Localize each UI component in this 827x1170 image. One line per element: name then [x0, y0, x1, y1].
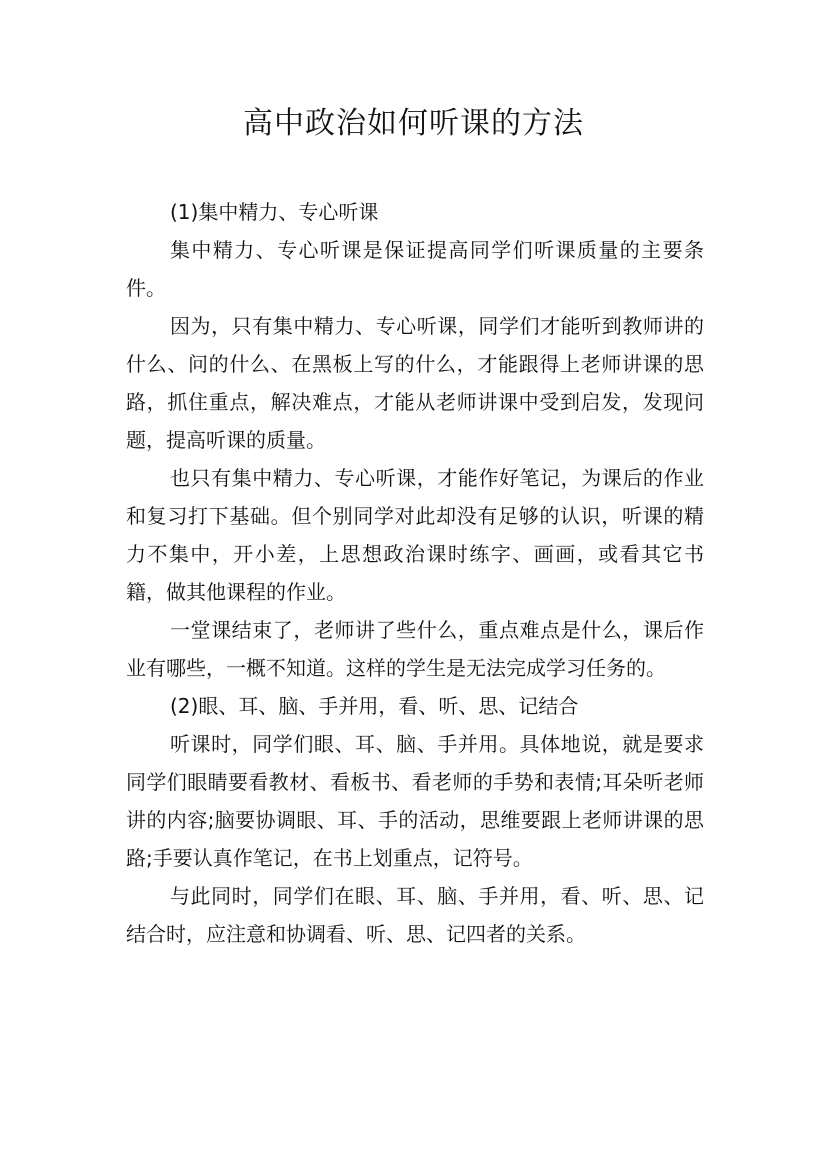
paragraph: 因为，只有集中精力、专心听课，同学们才能听到教师讲的什么、问的什么、在黑板上写的什么，才能跟得上老师讲课的思路，抓住重点，解决难点，才能从老师讲课中受到启发，发现问题，提高听课的质量。: [126, 314, 704, 452]
paragraph: 也只有集中精力、专心听课，才能作好笔记，为课后的作业和复习打下基础。但个别同学对此却没有足够的认识，听课的精力不集中，开小差，上思想政治课时练字、画画，或看其它书籍，做其他课程的作业。: [126, 466, 704, 604]
paragraph: 一堂课结束了，老师讲了些什么，重点难点是什么，课后作业有哪些，一概不知道。这样的学生是无法完成学习任务的。: [126, 618, 704, 680]
paragraph-section-2-heading: (2)眼、耳、脑、手并用，看、听、思、记结合: [170, 694, 579, 718]
paragraph: 与此同时，同学们在眼、耳、脑、手并用，看、听、思、记结合时，应注意和协调看、听、思、记四者的关系。: [126, 884, 704, 946]
paragraph: 集中精力、专心听课是保证提高同学们听课质量的主要条件。: [126, 238, 704, 300]
document-body: [126, 193, 704, 953]
paragraph-section-1-heading: (1)集中精力、专心听课: [170, 200, 379, 224]
document-title: 高中政治如何听课的方法: [243, 106, 584, 141]
paragraph: 听课时，同学们眼、耳、脑、手并用。具体地说，就是要求同学们眼睛要看教材、看板书、看老师的手势和表情;耳朵听老师讲的内容;脑要协调眼、耳、手的活动，思维要跟上老师讲课的思路;手要认真作笔记，在书上划重点，记符号。: [126, 732, 704, 870]
